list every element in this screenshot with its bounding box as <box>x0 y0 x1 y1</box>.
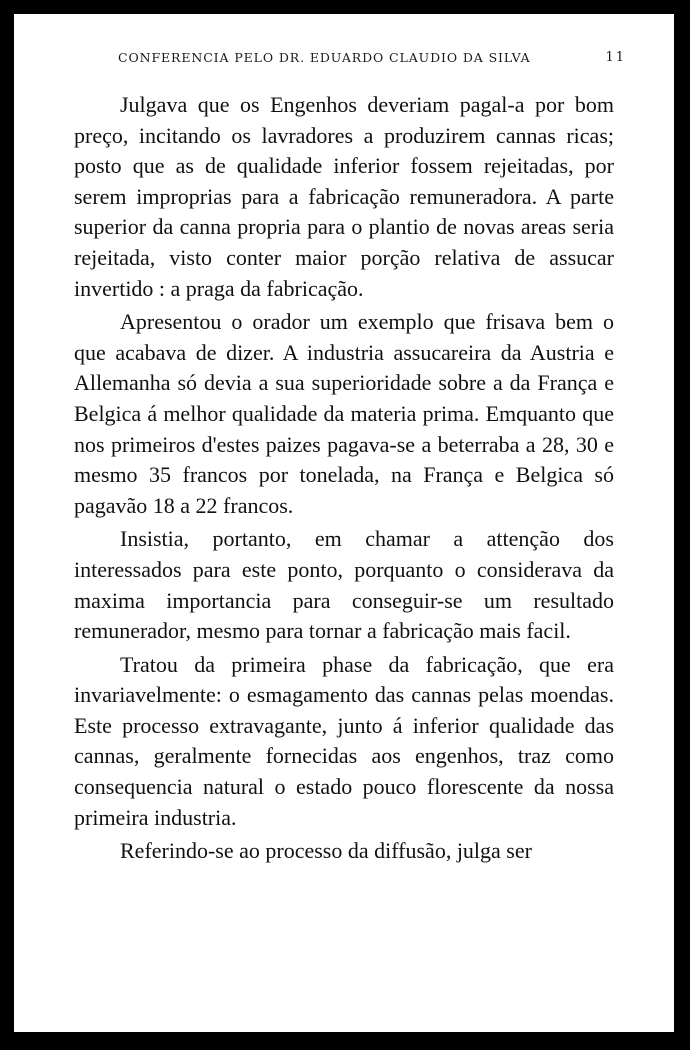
page-header <box>118 50 626 74</box>
paragraph: Apresentou o orador um exemplo que frisava bem o que acabava de dizer. A industria assucareira da Austria e Allemanha só devia a sua superioridade sobre a da França e Belgica á melhor qualidade da materia prima. Emquanto que nos primeiros d'estes paizes pagava-se a beterraba a 28, 30 e mesmo 35 francos por tonelada, na França e Belgica só pagavão 18 a 22 francos. <box>74 309 614 518</box>
paragraph: Insistia, portanto, em chamar a attenção dos interessados para este ponto, porquanto o considerava da maxima importancia para conseguir-se um resultado remunerador, mesmo para tornar a fabricação mais facil. <box>74 526 614 644</box>
paragraph: Julgava que os Engenhos deveriam pagal-a por bom preço, incitando os lavradores a produzirem cannas ricas; posto que as de qualidade inferior fossem rejeitadas, por serem improprias para a fabricação remuneradora. A parte superior da canna propria para o plantio de novas areas seria rejeitada, visto conter maior porção relativa de assucar invertido : a praga da fabricação. <box>74 92 614 301</box>
body-text <box>74 90 614 870</box>
book-page <box>14 14 674 1032</box>
paragraph: Tratou da primeira phase da fabricação, que era invariavelmente: o esmagamento das cannas pelas moendas. Este processo extravagante, junto á inferior qualidade das cannas, geralmente fornecidas aos engenhos, traz como consequencia natural o estado pouco florescente da nossa primeira industria. <box>74 651 614 830</box>
running-head: CONFERENCIA PELO DR. EDUARDO CLAUDIO DA SILVA <box>118 50 531 65</box>
paragraph: Referindo-se ao processo da diffusão, julga ser <box>120 838 532 864</box>
page-number: 11 <box>605 50 626 65</box>
